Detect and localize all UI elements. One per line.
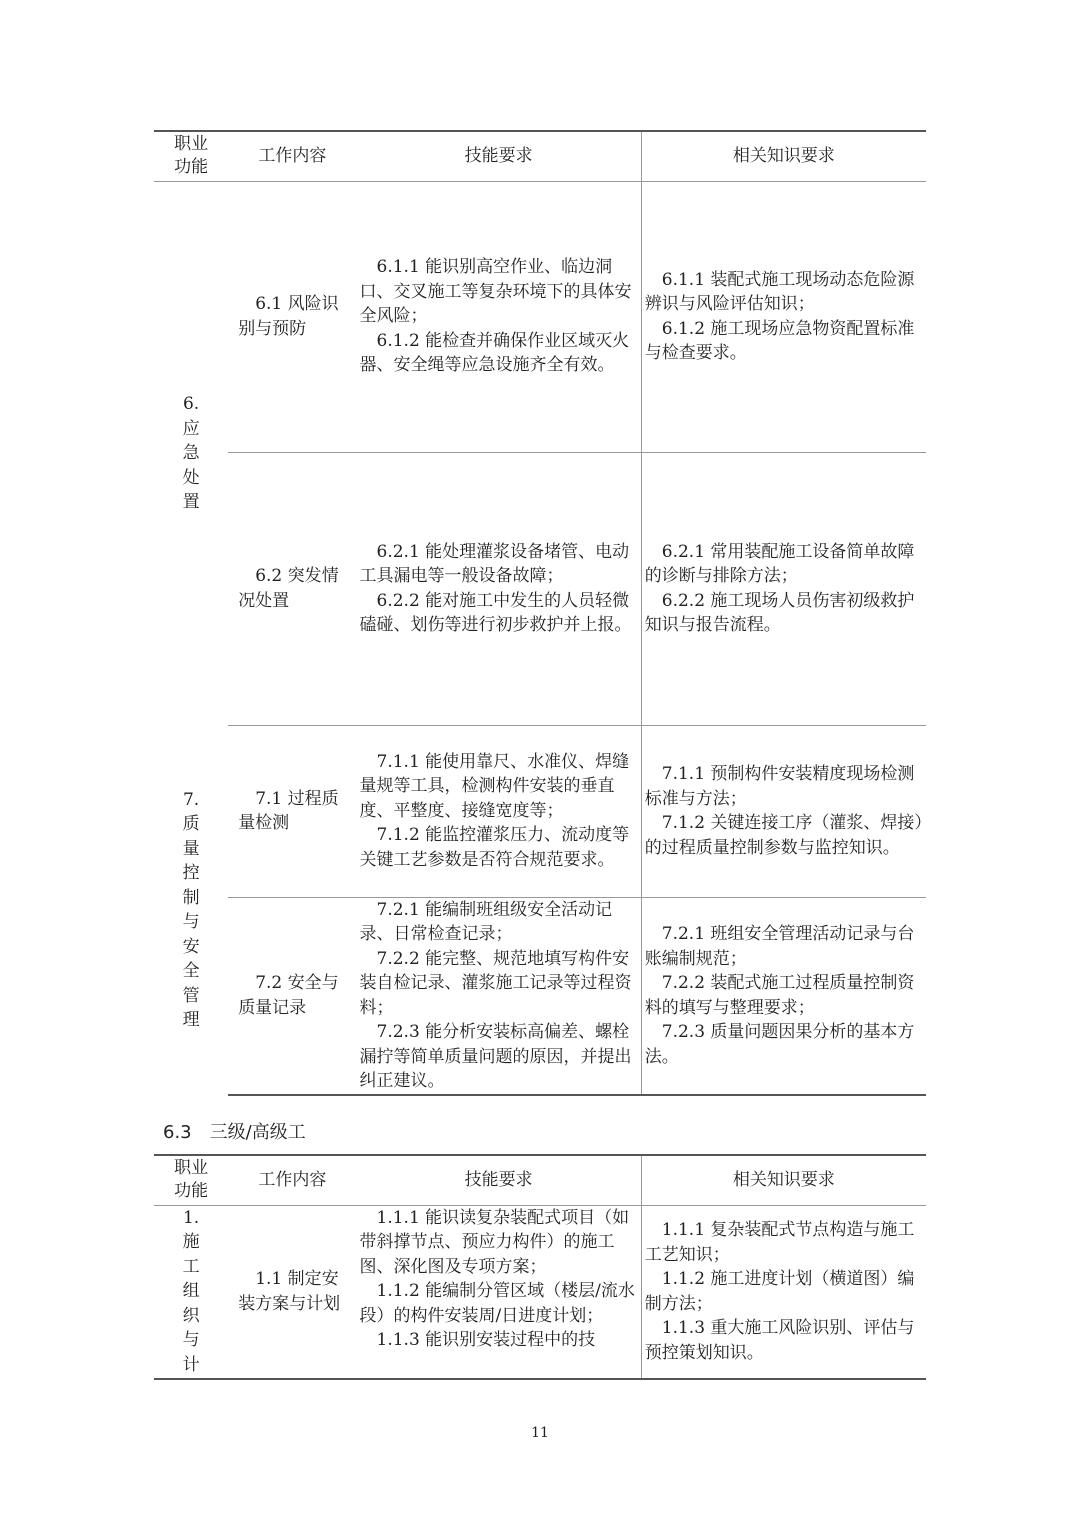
skill-item: 6.1.2 能检查并确保作业区域灭火器、安全绳等应急设施齐全有效。 bbox=[359, 330, 630, 376]
header-knowledge-requirements: 相关知识要求 bbox=[641, 1155, 926, 1205]
work-content-text: 7.1 过程质量检测 bbox=[238, 788, 339, 833]
header-function: 职业 功能 bbox=[154, 131, 228, 181]
function-cell-1 bbox=[154, 1205, 228, 1379]
skill-cell bbox=[357, 1205, 642, 1379]
header-skill-requirements: 技能要求 bbox=[357, 1155, 642, 1205]
knowledge-item: 1.1.1 复杂装配式节点构造与施工工艺知识； bbox=[644, 1220, 915, 1265]
knowledge-item: 6.1.1 装配式施工现场动态危险源辨识与风险评估知识； bbox=[644, 269, 915, 314]
table-header-row bbox=[154, 1155, 926, 1205]
work-content-cell bbox=[228, 181, 356, 452]
skill-item: 7.1.2 能监控灌浆压力、流动度等关键工艺参数是否符合规范要求。 bbox=[359, 825, 630, 870]
knowledge-cell bbox=[641, 181, 926, 452]
work-content-text: 1.1 制定安装方案与计划 bbox=[238, 1269, 341, 1314]
knowledge-item: 7.2.2 装配式施工过程质量控制资料的填写与整理要求； bbox=[644, 973, 915, 1018]
header-function: 职业 功能 bbox=[154, 1155, 228, 1205]
knowledge-cell bbox=[641, 725, 926, 897]
page-number: 11 bbox=[531, 1425, 549, 1441]
knowledge-item: 6.2.2 施工现场人员伤害初级救护知识与报告流程。 bbox=[644, 590, 915, 635]
work-content-cell bbox=[228, 725, 356, 897]
skill-cell bbox=[357, 181, 642, 452]
header-work-content: 工作内容 bbox=[228, 131, 356, 181]
skill-table-level-3 bbox=[154, 1154, 926, 1380]
knowledge-item: 1.1.2 施工进度计划（横道图）编制方法； bbox=[644, 1269, 915, 1314]
knowledge-item: 7.2.3 质量问题因果分析的基本方法。 bbox=[644, 1022, 915, 1067]
work-content-text: 6.2 突发情况处置 bbox=[238, 566, 339, 611]
header-skill-requirements: 技能要求 bbox=[357, 131, 642, 181]
skill-item: 1.1.3 能识别安装过程中的技 bbox=[376, 1330, 596, 1350]
function-label: 6. 应 急 处 置 bbox=[182, 394, 200, 512]
work-content-cell bbox=[228, 452, 356, 725]
skill-item: 7.2.3 能分析安装标高偏差、螺栓漏拧等简单质量问题的原因，并提出纠正建议。 bbox=[359, 1022, 632, 1092]
knowledge-item: 7.1.1 预制构件安装精度现场检测标准与方法； bbox=[644, 764, 915, 809]
skill-table-level-4 bbox=[154, 130, 926, 1096]
section-title: 6.3 三级/高级工 bbox=[163, 1122, 306, 1143]
table-row bbox=[154, 1205, 926, 1379]
skill-cell bbox=[357, 897, 642, 1095]
work-content-cell bbox=[228, 897, 356, 1095]
knowledge-item: 6.1.2 施工现场应急物资配置标准与检查要求。 bbox=[644, 318, 915, 363]
header-knowledge-requirements: 相关知识要求 bbox=[641, 131, 926, 181]
table-row bbox=[154, 897, 926, 1095]
function-label: 1. 施 工 组 织 与 计 bbox=[182, 1207, 200, 1375]
knowledge-item: 1.1.3 重大施工风险识别、评估与预控策划知识。 bbox=[644, 1318, 915, 1363]
work-content-text: 6.1 风险识别与预防 bbox=[238, 294, 339, 339]
skill-item: 1.1.2 能编制分管区域（楼层/流水段）的构件安装周/日进度计划； bbox=[359, 1281, 635, 1326]
table-row bbox=[154, 452, 926, 725]
function-cell-7 bbox=[154, 725, 228, 1095]
skill-item: 7.2.2 能完整、规范地填写构件安装自检记录、灌浆施工记录等过程资料； bbox=[359, 948, 632, 1018]
skill-item: 6.2.1 能处理灌浆设备堵管、电动工具漏电等一般设备故障； bbox=[359, 541, 630, 586]
header-work-content: 工作内容 bbox=[228, 1155, 356, 1205]
knowledge-cell bbox=[641, 452, 926, 725]
table-row bbox=[154, 181, 926, 452]
work-content-text: 7.2 安全与质量记录 bbox=[238, 973, 339, 1018]
knowledge-item: 7.2.1 班组安全管理活动记录与台账编制规范； bbox=[644, 924, 915, 969]
skill-item: 1.1.1 能识读复杂装配式项目（如带斜撑节点、预应力构件）的施工图、深化图及专项方案； bbox=[359, 1207, 630, 1277]
knowledge-cell bbox=[641, 1205, 926, 1379]
skill-item: 7.2.1 能编制班组级安全活动记录、日常检查记录； bbox=[359, 899, 613, 945]
skill-cell bbox=[357, 452, 642, 725]
knowledge-cell bbox=[641, 897, 926, 1095]
function-cell-6 bbox=[154, 181, 228, 725]
knowledge-item: 7.1.2 关键连接工序（灌浆、焊接）的过程质量控制参数与监控知识。 bbox=[644, 813, 923, 858]
skill-item: 7.1.1 能使用靠尺、水准仪、焊缝量规等工具，检测构件安装的垂直度、平整度、接缝宽度等； bbox=[359, 751, 630, 821]
function-label: 7. 质 量 控 制 与 安 全 管 理 bbox=[182, 789, 200, 1030]
skill-cell bbox=[357, 725, 642, 897]
knowledge-item: 6.2.1 常用装配施工设备简单故障的诊断与排除方法； bbox=[644, 541, 915, 586]
table-header-row bbox=[154, 131, 926, 181]
work-content-cell bbox=[228, 1205, 356, 1379]
skill-item: 6.1.1 能识别高空作业、临边洞口、交叉施工等复杂环境下的具体安全风险； bbox=[359, 257, 632, 327]
skill-item: 6.2.2 能对施工中发生的人员轻微磕碰、划伤等进行初步救护并上报。 bbox=[359, 590, 632, 635]
table-row bbox=[154, 725, 926, 897]
